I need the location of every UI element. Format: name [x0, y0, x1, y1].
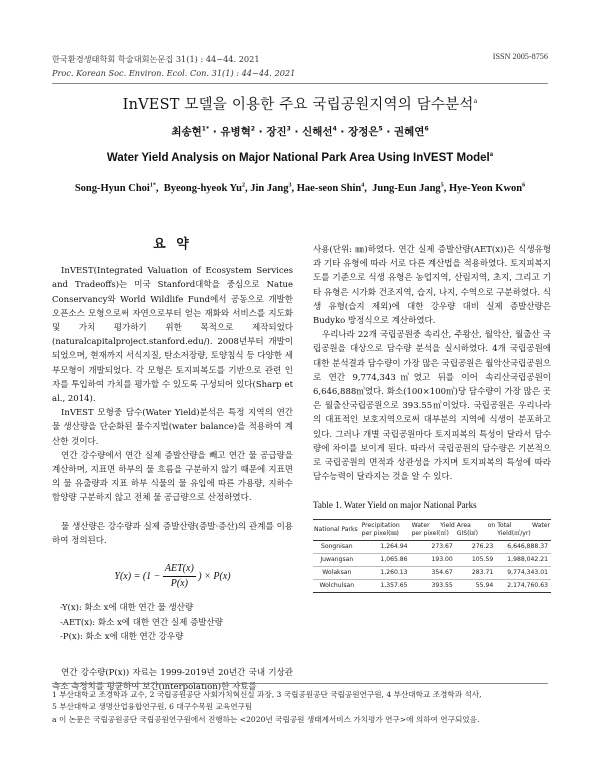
author-en: Hye-Yeon Kwon$^6$ — [448, 182, 526, 194]
abstract-paragraph: 사용(단위: ㎜)하였다. 연간 실제 증발산량(AET(x))은 식생유형과 기타 유형에 따라 서로 다른 계산법을 적용하였다. 토지피복지도를 기준으로 식생 유형은 농업지역, 산림지역, 초지, 그리고 기타 유형은 시가화 건조지역, 습지, 나지, 수역으로 구분하였다. 식생 유형(습지 제외)에 대한 강우량 대비 실제 증발산량은 Budyko 방정식으로 계산하였다. — [313, 245, 551, 327]
table-header: Area on GIS(㎢) — [456, 519, 496, 540]
table-cell: 105.59 — [456, 553, 496, 566]
table-cell: Wolchulsan — [313, 579, 361, 592]
author-ko: 최송현$^{1*}$ — [171, 125, 210, 138]
table-row — [313, 553, 551, 566]
table-cell: 55.94 — [456, 579, 496, 592]
table-header: Precipitation per pixel(㎜) — [361, 519, 411, 540]
author-en: Song-Hyun Choi$^{1*}$ — [74, 182, 156, 194]
table-cell: 1,988,042.21 — [496, 553, 551, 566]
journal-citation-en: Proc. Korean Soc. Environ. Ecol. Con. 31(1) : 44~44. 2021 — [52, 68, 296, 78]
water-yield-table — [313, 519, 551, 593]
table-cell: 1,357.65 — [361, 579, 411, 592]
water-yield-formula — [52, 562, 293, 591]
table-cell: Songnisan — [313, 540, 361, 553]
table-header: National Parks — [313, 519, 361, 540]
author-ko: 유병혁$^2$ — [220, 125, 256, 138]
right-column — [313, 243, 551, 593]
footnote-rule — [52, 683, 548, 684]
formula-variable: -Y(x): 화소 x에 대한 연간 물 생산량 — [60, 603, 194, 614]
footnotes — [52, 689, 552, 726]
formula-lhs: Y(x) = (1 − — [114, 571, 161, 583]
abstract-paragraph: InVEST(Integrated Valuation of Ecosystem Services and Tradeoffs)는 미국 Stanford대학을 중심으로 Natue Conservancy와 World Wildlife Fund에서 공동으로 개발한 오픈소스 모형으로써 자연으로부터 얻는 재화와 서비스를 지도화 및 가치 평가하기 위한 목적으로 제작되었다(naturalcapitalproject.stanford.edu/). 2008년부터 개발이 되었으며, 현재까지 서식지질, 탄소저장량, 토양침식 등 다양한 세부모형이 개발되었다. 각 모형은 토지피복도를 기반으로 관련 인자를 투입하여 가치를 평가할 수 있도록 구성되어 있다(Sharp et al., 2014). — [52, 266, 293, 405]
title-english — [0, 152, 600, 164]
authors-english: Song-Hyun Choi$^{1*}$, Byeong-hyeok Yu$^2$, Jin Jang$^3$, Hae-seon Shin$^4$, Jung-Eun Jang$^5$, Hye-Yeon Kwon$^6$ — [74, 182, 526, 194]
left-column — [52, 236, 293, 694]
title-english-sup: a — [489, 152, 494, 159]
abstract-heading: 요 약 — [153, 237, 192, 252]
table-cell: 393.55 — [411, 579, 456, 592]
table-row — [313, 566, 551, 579]
author-en: Jin Jang$^3$ — [250, 182, 292, 194]
journal-header — [52, 52, 295, 80]
table-row — [313, 579, 551, 592]
table-cell: Wolaksan — [313, 566, 361, 579]
table-cell: 273.67 — [411, 540, 456, 553]
abstract-paragraph: 연간 강수량에서 연간 실제 증발산량을 빼고 연간 물 공급량을 계산하며, 지표면 하부의 물 흐름을 구분하지 않기 때문에 지표면의 물 유출량과 지표 하부 식물의 물 유입에 따른 가용량, 지하수 함양량 구분하지 않고 전체 물 공급량으로 산정하였다. — [52, 450, 293, 504]
author-en: Byeong-hyeok Yu$^2$ — [163, 182, 246, 194]
table-row — [313, 540, 551, 553]
author-en: Jung-Eun Jang$^5$ — [372, 182, 444, 194]
formula-rhs: ) × P(x) — [198, 571, 231, 583]
title-english-text: Water Yield Analysis on Major National Park Area Using InVEST Model — [106, 152, 490, 164]
title-korean — [0, 93, 600, 114]
footnote-funding: a 이 논문은 국립공원공단 국립공원연구원에서 진행하는 <2020년 국립공원 생태계서비스 가치평가 연구>에 의하여 연구되었음. — [52, 714, 480, 724]
abstract-paragraph: InVEST 모형중 담수(Water Yield)분석은 특정 지역의 연간 물 생산량을 단순화된 물수지법(water balance)을 적용하여 계산한 것이다. — [52, 408, 293, 447]
table-cell: 6,646,888.37 — [496, 540, 551, 553]
table-header: Total Water Yield(㎥/yr) — [496, 519, 551, 540]
table-cell: Juwangsan — [313, 553, 361, 566]
table-cell: 283.71 — [456, 566, 496, 579]
header-rule — [52, 83, 548, 84]
issn: ISSN 2005-8756 — [492, 52, 548, 61]
author-ko: 신해선$^4$ — [302, 125, 337, 138]
title-korean-sup: a — [473, 98, 478, 106]
abstract-paragraph: 우리나라 22개 국립공원중 속리산, 주왕산, 월악산, 월출산 국립공원을 대상으로 담수량 분석을 실시하였다. 4개 국립공원에 대한 분석결과 담수량이 가장 많은 국립공원은 월악산국립공원으로 연간 9,774,343㎥였고 뒤를 이어 속리산국립공원이 6,646,888㎥였다. 화소(100×100㎡)당 담수량이 가장 많은 곳은 월출산국립공원으로 393.55㎥이었다. 국립공원은 우리나라의 대표적인 보호지역으로써 대부분의 지역에 식생이 분포하고 있다. 그러나 개별 국립공원마다 토지피복의 특성이 달라서 담수량에 차이를 보이게 된다. 따라서 국립공원의 담수량은 기본적으로 국립공원의 면적과 상관성을 가지며 토지피복의 특성에 따라 담수능력이 달라지는 것을 알 수 있다. — [313, 330, 551, 483]
authors-korean: 최송현$^{1*}$ · 유병혁$^2$ · 장진$^3$ · 신해선$^4$ · 장정은$^5$ · 권혜연$^6$ — [171, 125, 429, 138]
table-cell: 354.67 — [411, 566, 456, 579]
table-header-row — [313, 519, 551, 540]
table-header: Water Yield per pixel(㎥) — [411, 519, 456, 540]
table-cell: 2,174,760.63 — [496, 579, 551, 592]
table-caption: Table 1. Water Yield on major National Parks — [313, 500, 477, 511]
table-cell: 276.23 — [456, 540, 496, 553]
formula-variable: -P(x): 화소 x에 대한 연간 강우량 — [60, 631, 184, 642]
formula-denominator: P(x) — [170, 578, 188, 590]
author-ko: 권혜연$^6$ — [394, 125, 429, 138]
journal-citation-ko: 한국환경생태학회 학술대회논문집 31(1) : 44~44. 2021 — [52, 54, 260, 64]
footnote-affiliations: 1 부산대학교 조경학과 교수, 2 국립공원공단 사회가치혁신실 과장, 3 국립공원공단 국립공원연구원, 4 부산대학교 조경학과 석사, — [52, 690, 482, 699]
table-cell: 193.00 — [411, 553, 456, 566]
author-ko: 장정은$^5$ — [348, 125, 383, 138]
abstract-paragraph: 물 생산량은 강수량과 실제 증발산량(증발·증산)의 관계를 이용하여 정의된다. — [52, 521, 293, 546]
formula-variable: -AET(x): 화소 x에 대한 연간 실제 증발산량 — [60, 617, 223, 628]
table-cell: 1,264.94 — [361, 540, 411, 553]
table-cell: 1,065.86 — [361, 553, 411, 566]
author-ko: 장진$^3$ — [266, 125, 291, 138]
table-cell: 9,774,343.01 — [496, 566, 551, 579]
formula-numerator: AET(x) — [163, 562, 196, 577]
author-en: Hae-seon Shin$^4$ — [296, 182, 365, 194]
title-korean-text: InVEST 모델을 이용한 주요 국립공원지역의 담수분석 — [122, 97, 474, 113]
abstract-paragraph: 연간 강수량(P(x)) 자료는 1999-2019년 20년간 국내 기상관측소 측정치를 평균하여 보간(interpolation)한 자료를 — [52, 668, 293, 693]
formula-fraction — [163, 562, 196, 591]
footnote-affiliations: 5 부산대학교 생명산업융합연구원, 6 대구수목원 교육연구팀 — [52, 702, 253, 712]
table-cell: 1,260.13 — [361, 566, 411, 579]
